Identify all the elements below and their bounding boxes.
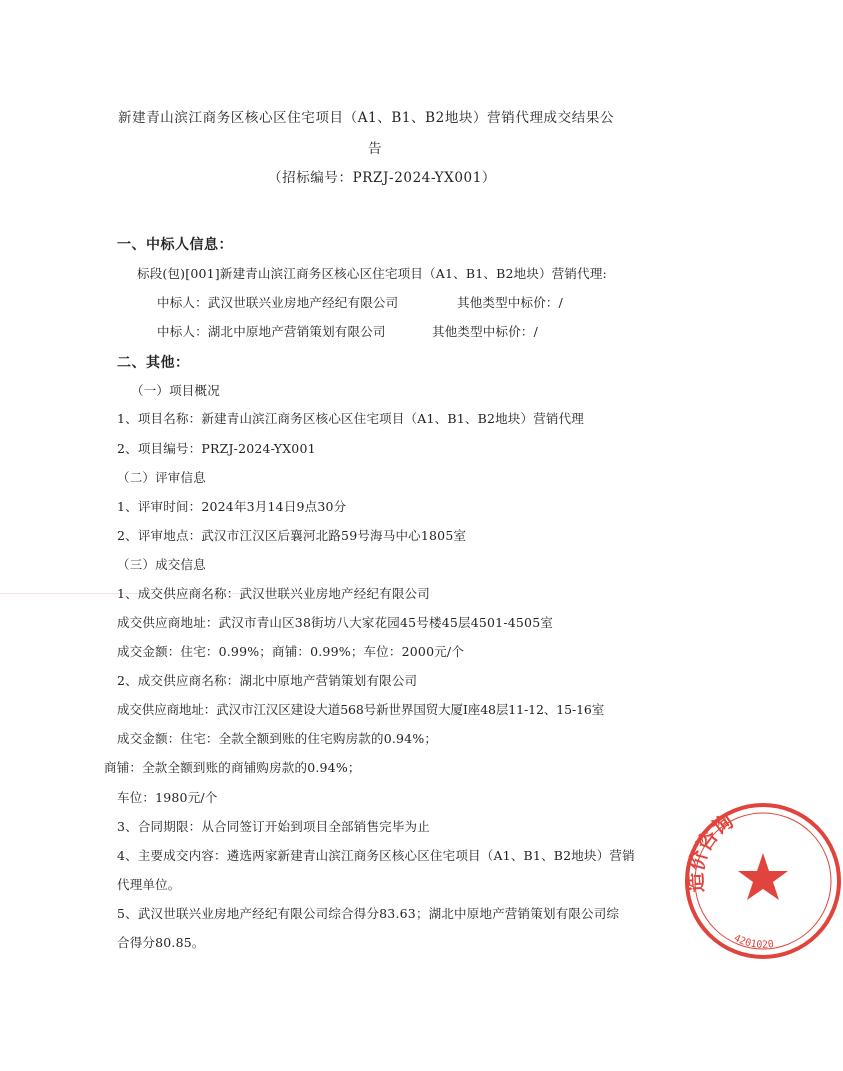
- project-name: 1、项目名称：新建青山滨江商务区核心区住宅项目（A1、B1、B2地块）营销代理: [117, 411, 585, 426]
- winner-2-price: 其他类型中标价：/: [432, 324, 539, 339]
- section1-heading: 一、中标人信息：: [117, 237, 233, 253]
- supplier1-address: 成交供应商地址：武汉市青山区38街坊八大家花园45号楼45层4501-4505室: [117, 615, 554, 630]
- subheading-overview: （一）项目概况: [131, 383, 220, 398]
- seal-number: 4201020: [731, 932, 775, 951]
- supplier2-amount: 成交金额：住宅：全款全额到账的住宅购房款的0.94%；: [117, 731, 438, 746]
- tender-number: （招标编号：PRZJ-2024-YX001）: [268, 170, 497, 186]
- doc-title-line2: 告: [368, 141, 383, 157]
- subheading-deal: （三）成交信息: [117, 557, 206, 572]
- doc-title-line1: 新建青山滨江商务区核心区住宅项目（A1、B1、B2地块）营销代理成交结果公: [118, 110, 615, 126]
- score-line1: 5、武汉世联兴业房地产经纪有限公司综合得分83.63；湖北中原地产营销策划有限公司综: [117, 906, 620, 921]
- company-seal: [683, 801, 843, 961]
- svg-text:4201020: [732, 933, 775, 951]
- main-content-line2: 代理单位。: [117, 877, 181, 892]
- seal-text: 造价咨询: [683, 808, 738, 894]
- score-line2: 合得分80.85。: [117, 935, 205, 950]
- section2-heading: 二、其他：: [117, 355, 190, 371]
- supplier2-name: 2、成交供应商名称：湖北中原地产营销策划有限公司: [117, 673, 418, 688]
- subheading-review: （二）评审信息: [117, 470, 206, 485]
- main-content-line1: 4、主要成交内容：遴选两家新建青山滨江商务区核心区住宅项目（A1、B1、B2地块）营销: [117, 848, 635, 863]
- supplier2-shop: 商铺：全款全额到账的商铺购房款的0.94%；: [104, 760, 361, 775]
- review-time: 1、评审时间：2024年3月14日9点30分: [117, 499, 347, 514]
- supplier1-name: 1、成交供应商名称：武汉世联兴业房地产经纪有限公司: [117, 586, 430, 601]
- supplier2-parking: 车位：1980元/个: [117, 790, 218, 805]
- svg-text:造价咨询: [683, 809, 738, 894]
- contract-term: 3、合同期限：从合同签订开始到项目全部销售完毕为止: [117, 819, 430, 834]
- project-number: 2、项目编号：PRZJ-2024-YX001: [117, 441, 316, 456]
- winner-1: 中标人：武汉世联兴业房地产经纪有限公司: [157, 295, 399, 310]
- supplier2-address: 成交供应商地址：武汉市江汉区建设大道568号新世界国贸大厦I座48层11-12、15-16室: [117, 702, 605, 717]
- winner-2: 中标人：湖北中原地产营销策划有限公司: [157, 324, 386, 339]
- seal-star-icon: [738, 853, 788, 900]
- review-place: 2、评审地点：武汉市江汉区后襄河北路59号海马中心1805室: [117, 528, 467, 543]
- winner-1-price: 其他类型中标价：/: [457, 295, 564, 310]
- lot-line: 标段(包)[001]新建青山滨江商务区核心区住宅项目（A1、B1、B2地块）营销代理:: [137, 266, 607, 281]
- supplier1-amount: 成交金额：住宅：0.99%；商铺：0.99%；车位：2000元/个: [117, 644, 465, 659]
